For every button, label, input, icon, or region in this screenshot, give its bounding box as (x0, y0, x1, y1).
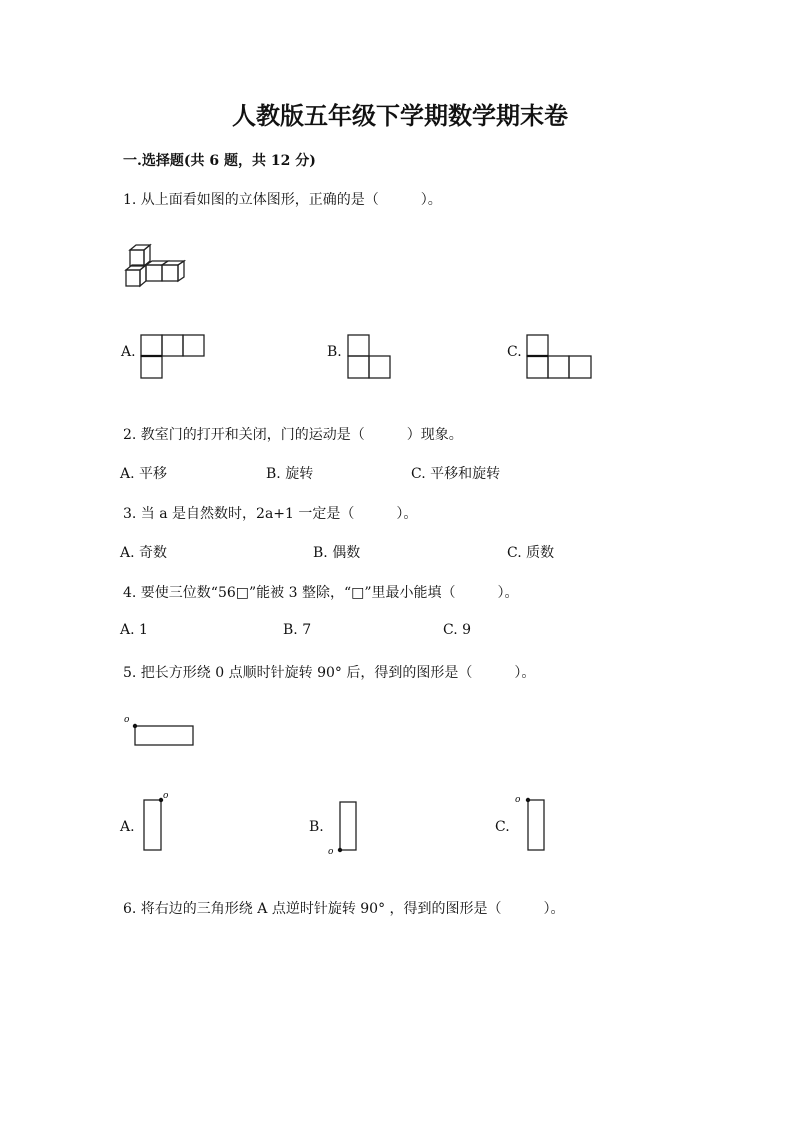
question-1-option-b-figure (348, 334, 394, 380)
question-1-option-c-figure (527, 334, 595, 380)
question-5-option-c-point-label: o (515, 795, 521, 805)
question-2-option-c: C. 平移和旋转 (411, 466, 501, 482)
question-2-text: 2. 教室门的打开和关闭，门的运动是（ ）现象。 (123, 427, 463, 443)
question-3-option-c: C. 质数 (507, 545, 555, 561)
question-4-option-b: B. 7 (283, 622, 312, 638)
question-5-original-rectangle (122, 712, 202, 748)
question-1-option-a-label: A. (121, 344, 136, 360)
question-5-text: 5. 把长方形绕 0 点顺时针旋转 90° 后，得到的图形是（ ）。 (123, 665, 536, 681)
question-2-option-b: B. 旋转 (266, 466, 314, 482)
question-2-option-a: A. 平移 (120, 466, 168, 482)
question-1-solid-figure (122, 242, 192, 292)
question-1-text: 1. 从上面看如图的立体图形，正确的是（ ）。 (123, 192, 442, 208)
question-3-text: 3. 当 a 是自然数时，2a+1 一定是（ ）。 (123, 506, 418, 522)
question-5-option-b-label: B. (309, 819, 324, 835)
question-5-option-c-figure (514, 792, 548, 854)
question-4-option-a: A. 1 (120, 622, 148, 638)
question-3-option-b: B. 偶数 (313, 545, 361, 561)
question-4-text: 4. 要使三位数“56□”能被 3 整除，“□”里最小能填（ ）。 (123, 585, 519, 601)
question-5-option-a-point-label: o (163, 791, 169, 801)
question-5-option-a-label: A. (120, 819, 135, 835)
question-5-option-a-figure (142, 790, 176, 854)
question-4-option-c: C. 9 (443, 622, 472, 638)
question-1-option-a-figure (141, 334, 207, 380)
question-6-text: 6. 将右边的三角形绕 A 点逆时针旋转 90° ，得到的图形是（ ）。 (123, 901, 565, 917)
page-title: 人教版五年级下学期数学期末卷 (232, 101, 568, 130)
question-5-point-label: o (124, 715, 130, 725)
question-1-option-c-label: C. (507, 344, 522, 360)
question-3-option-a: A. 奇数 (120, 545, 168, 561)
question-5-option-c-label: C. (495, 819, 510, 835)
question-5-option-b-figure (326, 798, 360, 858)
question-5-option-b-point-label: o (328, 847, 334, 857)
question-1-option-b-label: B. (327, 344, 342, 360)
section-heading: 一.选择题(共 6 题，共 12 分) (123, 153, 316, 169)
